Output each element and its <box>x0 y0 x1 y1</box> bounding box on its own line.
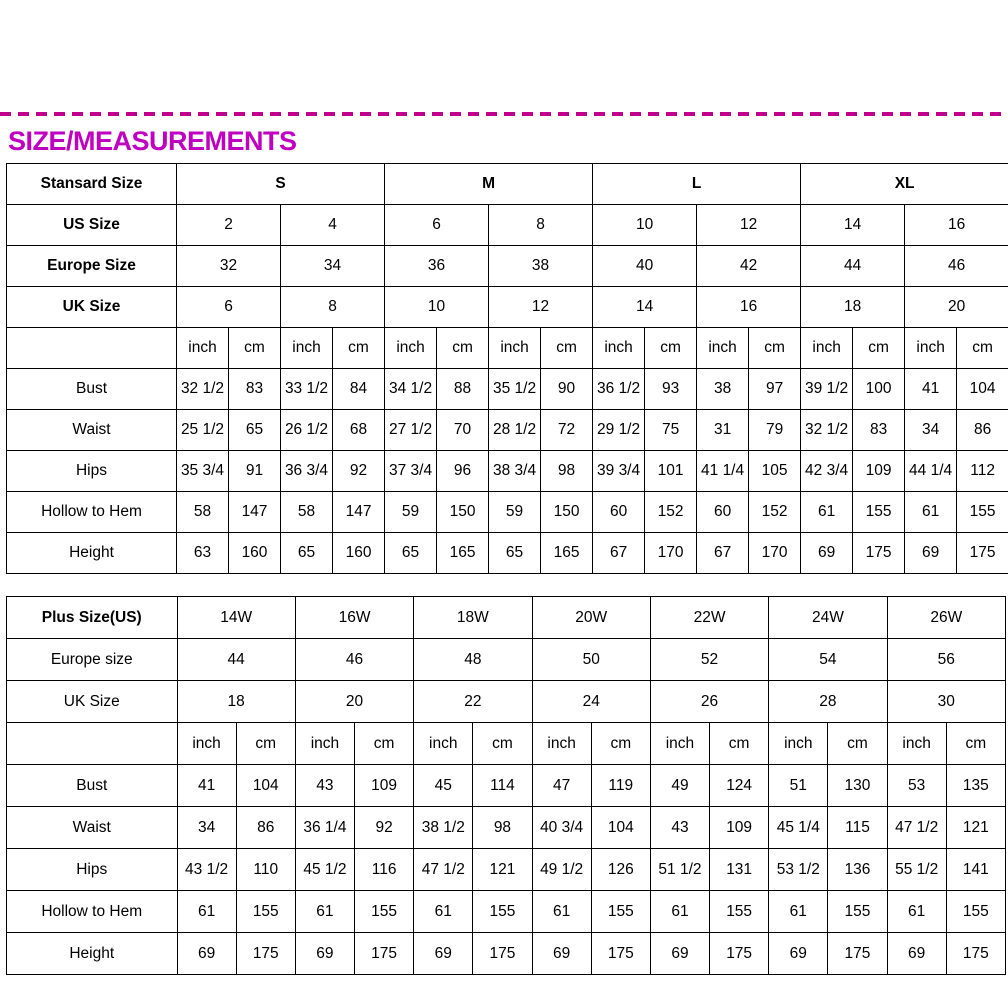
cell: 175 <box>828 933 887 975</box>
cell: 47 1/2 <box>414 849 473 891</box>
cell: 121 <box>946 807 1005 849</box>
cell: 124 <box>710 765 769 807</box>
cell: 72 <box>541 410 593 451</box>
cell: 14 <box>801 205 905 246</box>
cell: 109 <box>710 807 769 849</box>
unit-cell: inch <box>769 723 828 765</box>
cell: 20 <box>905 287 1008 328</box>
cell: 56 <box>887 639 1005 681</box>
cell: 16 <box>697 287 801 328</box>
cell: 44 <box>177 639 295 681</box>
cell: 112 <box>957 451 1008 492</box>
cell: 135 <box>946 765 1005 807</box>
unit-cell: inch <box>177 328 229 369</box>
row-label-waist: Waist <box>7 410 177 451</box>
cell: 34 <box>281 246 385 287</box>
cell: 175 <box>473 933 532 975</box>
cell: 69 <box>887 933 946 975</box>
cell: 69 <box>177 933 236 975</box>
cell: 26 <box>650 681 768 723</box>
row-label-hollow-to-hem: Hollow to Hem <box>7 492 177 533</box>
cell: 68 <box>333 410 385 451</box>
unit-cell: cm <box>541 328 593 369</box>
cell: 40 <box>593 246 697 287</box>
cell: 36 <box>385 246 489 287</box>
group-header-m: M <box>385 164 593 205</box>
cell: 69 <box>905 533 957 574</box>
unit-cell: inch <box>489 328 541 369</box>
cell: 175 <box>236 933 295 975</box>
cell: 58 <box>281 492 333 533</box>
cell: 115 <box>828 807 887 849</box>
table-row <box>7 597 1006 639</box>
cell: 155 <box>710 891 769 933</box>
unit-cell: cm <box>229 328 281 369</box>
cell: 34 1/2 <box>385 369 437 410</box>
cell: 10 <box>593 205 697 246</box>
cell: 155 <box>591 891 650 933</box>
cell: 10 <box>385 287 489 328</box>
unit-cell: cm <box>333 328 385 369</box>
cell: 28 1/2 <box>489 410 541 451</box>
cell: 35 3/4 <box>177 451 229 492</box>
cell: 8 <box>281 287 385 328</box>
cell: 116 <box>355 849 414 891</box>
cell: 69 <box>414 933 473 975</box>
cell: 44 <box>801 246 905 287</box>
cell: 32 <box>177 246 281 287</box>
cell: 170 <box>645 533 697 574</box>
cell: 83 <box>853 410 905 451</box>
row-label-uk-size: UK Size <box>7 287 177 328</box>
cell: 36 1/2 <box>593 369 645 410</box>
table-row <box>7 639 1006 681</box>
cell: 53 1/2 <box>769 849 828 891</box>
cell: 90 <box>541 369 593 410</box>
cell: 22 <box>414 681 532 723</box>
cell: 170 <box>749 533 801 574</box>
cell: 61 <box>532 891 591 933</box>
cell: 33 1/2 <box>281 369 333 410</box>
cell: 155 <box>473 891 532 933</box>
cell: 46 <box>905 246 1008 287</box>
cell: 49 1/2 <box>532 849 591 891</box>
cell: 38 1/2 <box>414 807 473 849</box>
row-label-units <box>7 723 178 765</box>
unit-cell: inch <box>532 723 591 765</box>
cell: 175 <box>710 933 769 975</box>
cell: 4 <box>281 205 385 246</box>
cell: 119 <box>591 765 650 807</box>
table-row <box>7 933 1006 975</box>
cell: 101 <box>645 451 697 492</box>
cell: 75 <box>645 410 697 451</box>
cell: 114 <box>473 765 532 807</box>
unit-cell: cm <box>473 723 532 765</box>
cell: 45 1/2 <box>295 849 354 891</box>
cell: 79 <box>749 410 801 451</box>
plus-size-20w: 20W <box>532 597 650 639</box>
cell: 67 <box>593 533 645 574</box>
cell: 41 <box>905 369 957 410</box>
cell: 165 <box>437 533 489 574</box>
cell: 97 <box>749 369 801 410</box>
cell: 61 <box>801 492 853 533</box>
cell: 41 <box>177 765 236 807</box>
plus-size-table <box>6 596 1006 975</box>
table-row <box>7 164 1008 205</box>
cell: 69 <box>532 933 591 975</box>
cell: 92 <box>333 451 385 492</box>
unit-cell: inch <box>887 723 946 765</box>
cell: 6 <box>177 287 281 328</box>
row-label-hollow-to-hem: Hollow to Hem <box>7 891 178 933</box>
unit-cell: cm <box>437 328 489 369</box>
cell: 61 <box>414 891 473 933</box>
cell: 126 <box>591 849 650 891</box>
cell: 91 <box>229 451 281 492</box>
table-row <box>7 369 1008 410</box>
cell: 155 <box>853 492 905 533</box>
cell: 86 <box>957 410 1008 451</box>
cell: 86 <box>236 807 295 849</box>
plus-size-22w: 22W <box>650 597 768 639</box>
cell: 6 <box>385 205 489 246</box>
cell: 83 <box>229 369 281 410</box>
plus-size-26w: 26W <box>887 597 1005 639</box>
cell: 41 1/4 <box>697 451 749 492</box>
unit-cell: cm <box>828 723 887 765</box>
unit-cell: inch <box>385 328 437 369</box>
cell: 69 <box>769 933 828 975</box>
cell: 53 <box>887 765 946 807</box>
cell: 150 <box>541 492 593 533</box>
unit-cell: cm <box>710 723 769 765</box>
row-label-units <box>7 328 177 369</box>
unit-cell: cm <box>946 723 1005 765</box>
cell: 42 3/4 <box>801 451 853 492</box>
table-row <box>7 328 1008 369</box>
cell: 155 <box>236 891 295 933</box>
cell: 96 <box>437 451 489 492</box>
cell: 30 <box>887 681 1005 723</box>
cell: 84 <box>333 369 385 410</box>
cell: 34 <box>905 410 957 451</box>
table-row <box>7 533 1008 574</box>
cell: 109 <box>853 451 905 492</box>
cell: 100 <box>853 369 905 410</box>
cell: 175 <box>957 533 1008 574</box>
unit-cell: inch <box>593 328 645 369</box>
table-row <box>7 765 1006 807</box>
cell: 155 <box>957 492 1008 533</box>
plus-size-16w: 16W <box>295 597 413 639</box>
cell: 59 <box>489 492 541 533</box>
cell: 92 <box>355 807 414 849</box>
table-row <box>7 205 1008 246</box>
unit-cell: inch <box>295 723 354 765</box>
cell: 61 <box>887 891 946 933</box>
cell: 63 <box>177 533 229 574</box>
cell: 43 1/2 <box>177 849 236 891</box>
cell: 14 <box>593 287 697 328</box>
cell: 65 <box>489 533 541 574</box>
cell: 45 <box>414 765 473 807</box>
cell: 61 <box>295 891 354 933</box>
table-row <box>7 451 1008 492</box>
cell: 43 <box>650 807 709 849</box>
cell: 49 <box>650 765 709 807</box>
cell: 36 3/4 <box>281 451 333 492</box>
cell: 121 <box>473 849 532 891</box>
cell: 105 <box>749 451 801 492</box>
cell: 165 <box>541 533 593 574</box>
cell: 31 <box>697 410 749 451</box>
table-row <box>7 891 1006 933</box>
row-label-bust: Bust <box>7 765 178 807</box>
unit-cell: inch <box>905 328 957 369</box>
cell: 88 <box>437 369 489 410</box>
top-whitespace <box>0 0 1008 112</box>
cell: 52 <box>650 639 768 681</box>
cell: 98 <box>473 807 532 849</box>
cell: 69 <box>801 533 853 574</box>
cell: 12 <box>489 287 593 328</box>
group-header-s: S <box>177 164 385 205</box>
table-row <box>7 807 1006 849</box>
cell: 26 1/2 <box>281 410 333 451</box>
cell: 130 <box>828 765 887 807</box>
unit-cell: inch <box>177 723 236 765</box>
cell: 27 1/2 <box>385 410 437 451</box>
table-row <box>7 723 1006 765</box>
unit-cell: inch <box>801 328 853 369</box>
cell: 29 1/2 <box>593 410 645 451</box>
row-label-hips: Hips <box>7 849 178 891</box>
standard-corner-label: Stansard Size <box>7 164 177 205</box>
unit-cell: cm <box>957 328 1008 369</box>
row-label-uk-size: UK Size <box>7 681 178 723</box>
cell: 70 <box>437 410 489 451</box>
cell: 175 <box>355 933 414 975</box>
cell: 50 <box>532 639 650 681</box>
cell: 67 <box>697 533 749 574</box>
table-row <box>7 287 1008 328</box>
table-row <box>7 681 1006 723</box>
cell: 16 <box>905 205 1008 246</box>
cell: 39 1/2 <box>801 369 853 410</box>
cell: 65 <box>281 533 333 574</box>
cell: 150 <box>437 492 489 533</box>
cell: 37 3/4 <box>385 451 437 492</box>
table-row <box>7 246 1008 287</box>
cell: 131 <box>710 849 769 891</box>
cell: 42 <box>697 246 801 287</box>
cell: 38 3/4 <box>489 451 541 492</box>
cell: 69 <box>650 933 709 975</box>
cell: 155 <box>828 891 887 933</box>
cell: 2 <box>177 205 281 246</box>
cell: 44 1/4 <box>905 451 957 492</box>
plus-size-18w: 18W <box>414 597 532 639</box>
group-header-l: L <box>593 164 801 205</box>
cell: 48 <box>414 639 532 681</box>
row-label-height: Height <box>7 533 177 574</box>
unit-cell: inch <box>281 328 333 369</box>
table-row <box>7 849 1006 891</box>
cell: 65 <box>385 533 437 574</box>
cell: 155 <box>946 891 1005 933</box>
cell: 59 <box>385 492 437 533</box>
cell: 47 1/2 <box>887 807 946 849</box>
plus-size-14w: 14W <box>177 597 295 639</box>
row-label-us-size: US Size <box>7 205 177 246</box>
cell: 110 <box>236 849 295 891</box>
cell: 98 <box>541 451 593 492</box>
cell: 69 <box>295 933 354 975</box>
cell: 104 <box>591 807 650 849</box>
cell: 25 1/2 <box>177 410 229 451</box>
cell: 61 <box>177 891 236 933</box>
cell: 152 <box>645 492 697 533</box>
cell: 36 1/4 <box>295 807 354 849</box>
cell: 152 <box>749 492 801 533</box>
cell: 141 <box>946 849 1005 891</box>
unit-cell: cm <box>591 723 650 765</box>
unit-cell: inch <box>697 328 749 369</box>
cell: 93 <box>645 369 697 410</box>
row-label-bust: Bust <box>7 369 177 410</box>
cell: 175 <box>591 933 650 975</box>
cell: 104 <box>236 765 295 807</box>
page-title: SIZE/MEASUREMENTS <box>8 126 297 156</box>
cell: 20 <box>295 681 413 723</box>
cell: 8 <box>489 205 593 246</box>
cell: 24 <box>532 681 650 723</box>
cell: 43 <box>295 765 354 807</box>
cell: 18 <box>801 287 905 328</box>
cell: 160 <box>229 533 281 574</box>
cell: 61 <box>905 492 957 533</box>
cell: 47 <box>532 765 591 807</box>
unit-cell: cm <box>749 328 801 369</box>
cell: 34 <box>177 807 236 849</box>
cell: 58 <box>177 492 229 533</box>
unit-cell: inch <box>414 723 473 765</box>
unit-cell: cm <box>355 723 414 765</box>
unit-cell: cm <box>236 723 295 765</box>
cell: 46 <box>295 639 413 681</box>
cell: 104 <box>957 369 1008 410</box>
cell: 28 <box>769 681 887 723</box>
cell: 32 1/2 <box>177 369 229 410</box>
unit-cell: cm <box>853 328 905 369</box>
cell: 55 1/2 <box>887 849 946 891</box>
cell: 175 <box>946 933 1005 975</box>
cell: 39 3/4 <box>593 451 645 492</box>
row-label-height: Height <box>7 933 178 975</box>
cell: 147 <box>229 492 281 533</box>
table-row <box>7 492 1008 533</box>
cell: 175 <box>853 533 905 574</box>
cell: 45 1/4 <box>769 807 828 849</box>
row-label-waist: Waist <box>7 807 178 849</box>
cell: 12 <box>697 205 801 246</box>
plus-size-24w: 24W <box>769 597 887 639</box>
plus-corner-label: Plus Size(US) <box>7 597 178 639</box>
cell: 35 1/2 <box>489 369 541 410</box>
cell: 54 <box>769 639 887 681</box>
cell: 51 <box>769 765 828 807</box>
cell: 40 3/4 <box>532 807 591 849</box>
cell: 38 <box>489 246 593 287</box>
cell: 60 <box>593 492 645 533</box>
standard-size-table <box>6 163 1008 574</box>
cell: 38 <box>697 369 749 410</box>
cell: 61 <box>650 891 709 933</box>
row-label-europe-size: Europe size <box>7 639 178 681</box>
cell: 109 <box>355 765 414 807</box>
cell: 61 <box>769 891 828 933</box>
cell: 51 1/2 <box>650 849 709 891</box>
cell: 60 <box>697 492 749 533</box>
cell: 147 <box>333 492 385 533</box>
cell: 32 1/2 <box>801 410 853 451</box>
unit-cell: inch <box>650 723 709 765</box>
row-label-europe-size: Europe Size <box>7 246 177 287</box>
cell: 136 <box>828 849 887 891</box>
cell: 65 <box>229 410 281 451</box>
table-row <box>7 410 1008 451</box>
group-header-xl: XL <box>801 164 1008 205</box>
cell: 155 <box>355 891 414 933</box>
cell: 18 <box>177 681 295 723</box>
row-label-hips: Hips <box>7 451 177 492</box>
table-gap <box>0 574 1008 596</box>
unit-cell: cm <box>645 328 697 369</box>
cell: 160 <box>333 533 385 574</box>
